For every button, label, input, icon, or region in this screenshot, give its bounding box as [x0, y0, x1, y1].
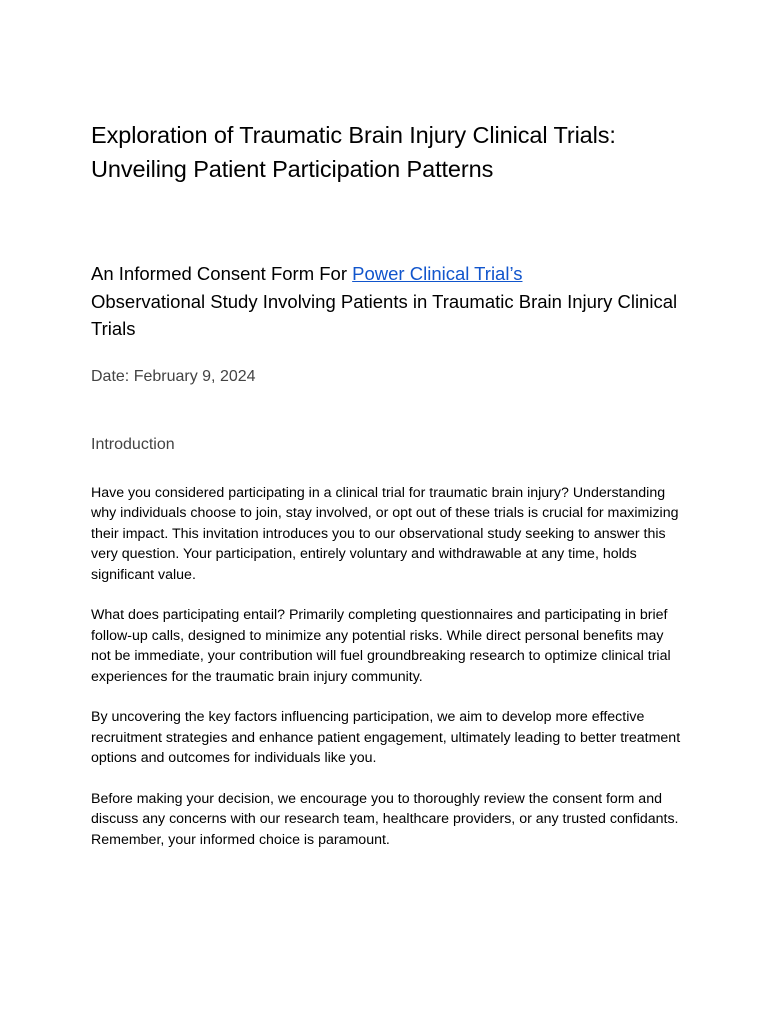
document-date: Date: February 9, 2024 [91, 367, 256, 385]
paragraph-2: What does participating entail? Primarily completing questionnaires and participating in brief follow-up calls, designed to minimize any potential risks. While direct personal benefits may not be immediate, your contribution will fuel groundbreaking research to optimize clinical trial experiences for the traumatic brain injury community. [91, 607, 671, 685]
document-title [91, 118, 681, 186]
power-clinical-trial-link[interactable]: Power Clinical Trial’s [352, 263, 523, 284]
paragraph-1: Have you considered participating in a clinical trial for traumatic brain injury? Understanding why individuals choose to join, stay involved, or opt out of these trials is crucial for maximizing their impact. This invitation introduces you to our observational study seeking to answer this very question. Your participation, entirely voluntary and withdrawable at any time, holds significant value. [91, 484, 679, 583]
title-line-1: Exploration of Traumatic Brain Injury Clinical Trials: [91, 122, 616, 148]
section-heading-introduction: Introduction [91, 435, 175, 453]
document-subtitle [91, 260, 681, 343]
paragraph-4: Before making your decision, we encourage you to thoroughly review the consent form and discuss any concerns with our research team, healthcare providers, or any trusted confidants. Remember, your informed choice is paramount. [91, 790, 679, 848]
title-line-2: Unveiling Patient Participation Patterns [91, 156, 494, 182]
subtitle-rest: Observational Study Involving Patients in Traumatic Brain Injury Clinical Trials [91, 290, 678, 339]
subtitle-prefix: An Informed Consent Form For [91, 263, 353, 284]
document-page [91, 118, 681, 850]
paragraph-3: By uncovering the key factors influencing participation, we aim to develop more effective recruitment strategies and enhance patient engagement, ultimately leading to better treatment options and outcomes for individuals like you. [91, 709, 681, 766]
